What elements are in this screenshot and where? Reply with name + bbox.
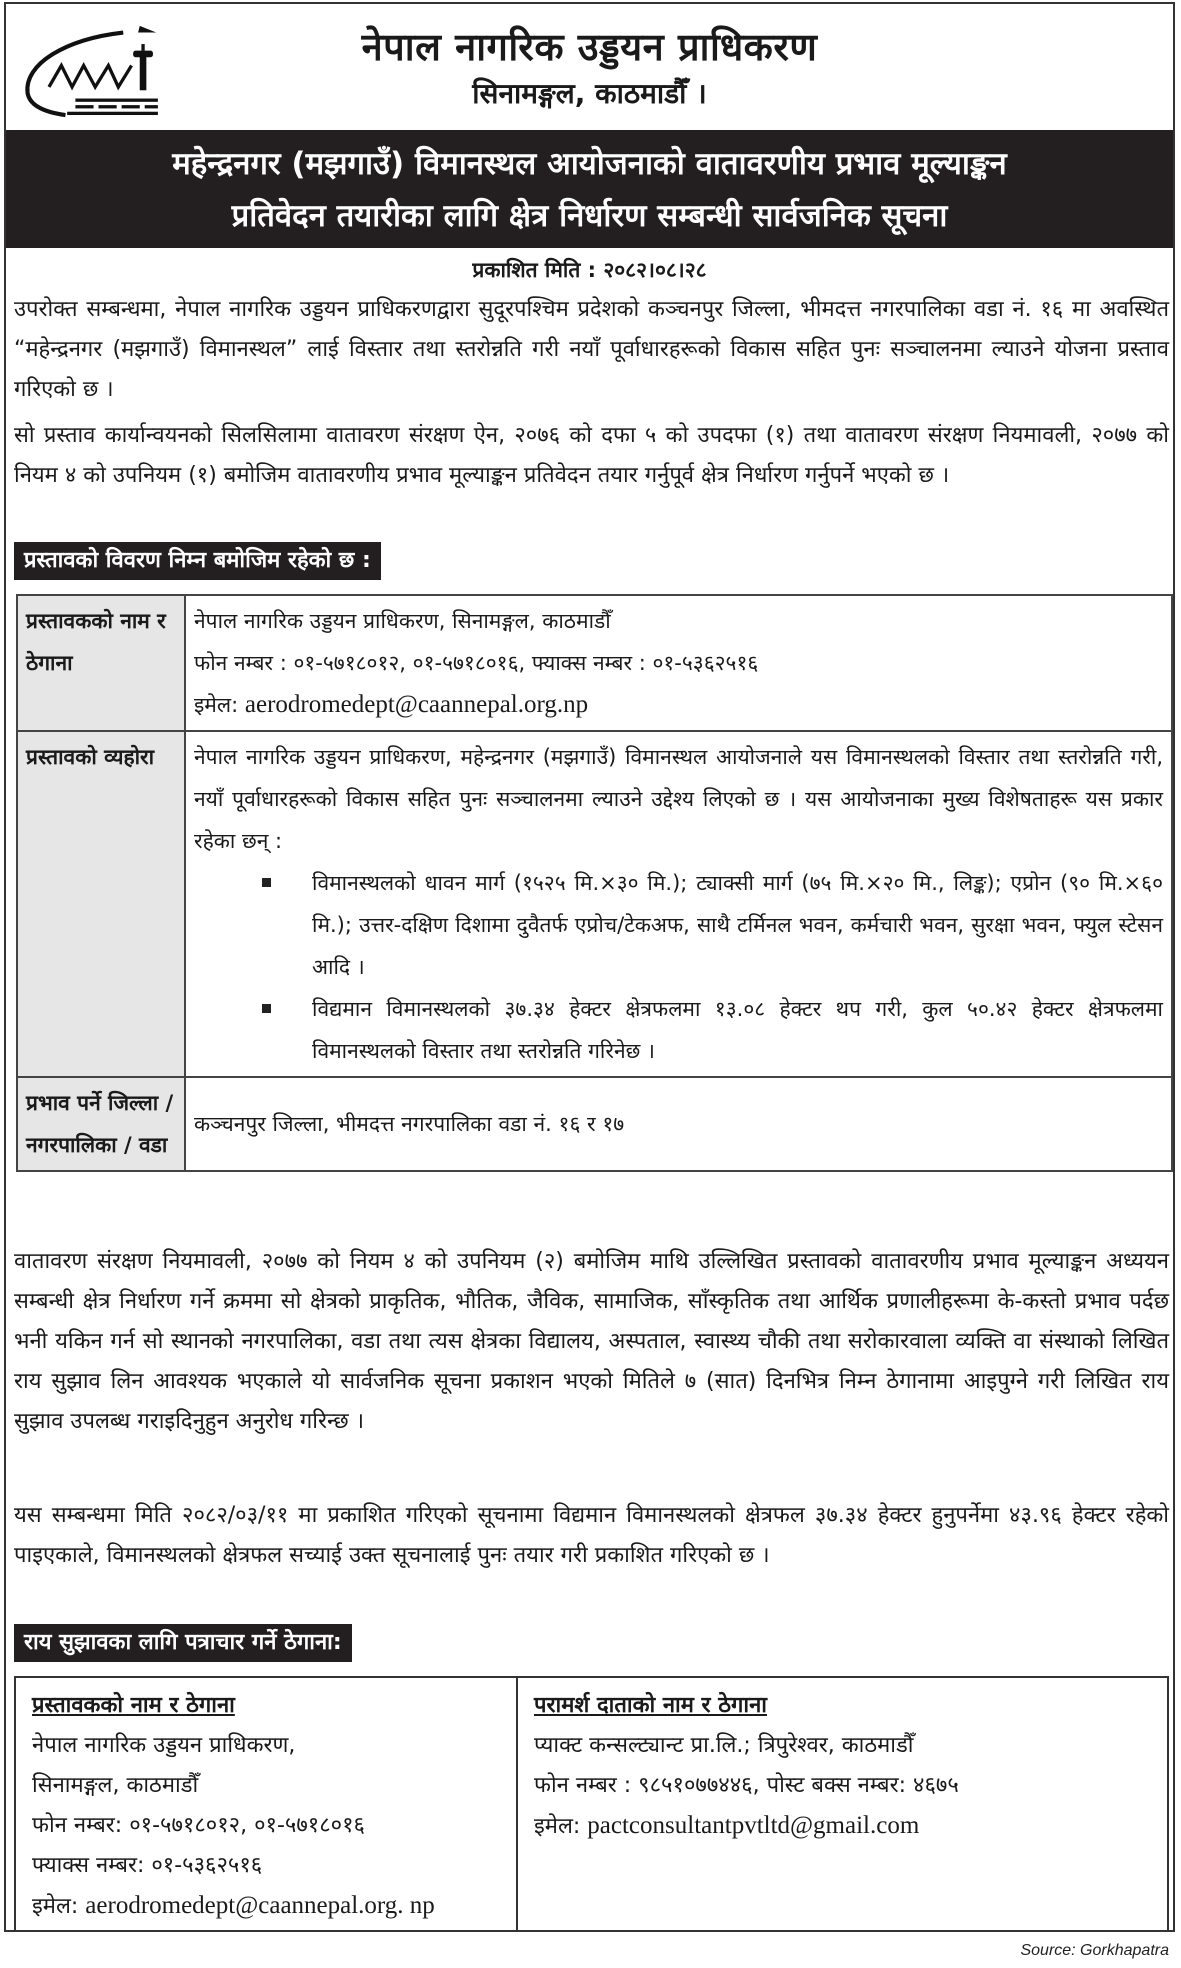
intro-paragraph: उपरोक्त सम्बन्धमा, नेपाल नागरिक उड्डयन प्राधिकरणद्वारा सुदूरपश्चिम प्रदेशको कञ्चनपुर जिल्ला, भीमदत्त नगरपालिका वडा नं. १६ मा अवस्थित “महेन्द्रनगर (मझगाउँ) विमानस्थल” लाई विस्तार तथा स्तरोन्नति गरी नयाँ पूर्वाधारहरूको विकास सहित पुनः सञ्चालनमा ल्याउने योजना प्रस्ताव गरिएको छ । (14, 297, 1169, 402)
published-date: प्रकाशित मिति : २०८२।०८।२८ (472, 258, 707, 282)
proponent-email-link[interactable]: aerodromedept@caannepal.org.np (244, 691, 589, 718)
org-address: सिनामङ्गल, काठमाडौँ । (472, 77, 707, 110)
email-label: इमेल: (32, 1894, 79, 1919)
notice-title-line-1: महेन्द्रनगर (मझगाउँ) विमानस्थल आयोजनाको वातावरणीय प्रभाव मूल्याङ्कन (172, 146, 1007, 182)
correction-paragraph: यस सम्बन्धमा मिति २०८२/०३/११ मा प्रकाशित गरिएको सूचनामा विद्यमान विमानस्थलको क्षेत्रफल ३७.३४ हेक्टर हुनुपर्नेमा ४३.९६ हेक्टर रहेको पाइएकाले, विमानस्थलको क्षेत्रफल सच्याई उक्त सूचनालाई पुनः तयार गरी प्रकाशित गरिएको छ । (14, 1503, 1169, 1568)
features-list (194, 862, 1163, 1072)
email-label: इमेल: (194, 693, 239, 717)
consultant-contact-phone: फोन नम्बर : ९८५१०७७४४६, पोस्ट बक्स नम्बर: ४६७५ (534, 1773, 959, 1798)
request-paragraph: वातावरण संरक्षण नियमावली, २०७७ को नियम ४ को उपनियम (२) बमोजिम माथि उल्लिखित प्रस्तावको वातावरणीय प्रभाव मूल्याङ्कन अध्ययन सम्बन्धी क्षेत्र निर्धारण गर्ने क्रममा सो क्षेत्रको प्राकृतिक, भौतिक, जैविक, सामाजिक, साँस्कृतिक तथा आर्थिक प्रणालीहरूमा के-कस्तो प्रभाव पर्दछ भनी यकिन गर्न सो स्थानको नगरपालिका, वडा तथा त्यस क्षेत्रका विद्यालय, अस्पताल, स्वास्थ्य चौकी तथा सरोकारवाला व्यक्ति वा संस्थाको लिखित राय सुझाव लिन आवश्यक भएकाले यो सार्वजनिक सूचना प्रकाशन भएको मितिले ७ (सात) दिनभित्र निम्न ठेगानामा आइपुग्ने गरी लिखित राय सुझाव उपलब्ध गराइदिनुहुन अनुरोध गरिन्छ । (14, 1249, 1169, 1434)
details-section-label: प्रस्तावको विवरण निम्न बमोजिम रहेको छ : (14, 542, 381, 580)
list-item: विमानस्थलको धावन मार्ग (१५२५ मि.×३० मि.); ट्याक्सी मार्ग (७५ मि.×२० मि., लिङ्क); एप्रोन (९० मि.×६० मि.); उत्तर-दक्षिण दिशामा दुवैतर्फ एप्रोच/टेकअफ, साथै टर्मिनल भवन, कर्मचारी भवन, सुरक्षा भवन, फ्युल स्टेसन आदि । (312, 862, 1163, 988)
proponent-contact-line1: नेपाल नागरिक उड्डयन प्राधिकरण, (32, 1733, 296, 1758)
list-item: विद्यमान विमानस्थलको ३७.३४ हेक्टर क्षेत्रफलमा १३.०८ हेक्टर थप गरी, कुल ५०.४२ हेक्टर क्षेत्रफलमा विमानस्थलको विस्तार तथा स्तरोन्नति गरिनेछ । (312, 988, 1163, 1072)
email-label: इमेल: (534, 1814, 581, 1839)
org-name: नेपाल नागरिक उड्डयन प्राधिकरण (361, 25, 818, 69)
legal-basis-paragraph: सो प्रस्ताव कार्यान्वयनको सिलसिलामा वातावरण संरक्षण ऐन, २०७६ को दफा ५ को उपदफा (१) तथा वातावरण संरक्षण नियमावली, २०७७ को नियम ४ को उपनियम (१) बमोजिम वातावरणीय प्रभाव मूल्याङ्कन प्रतिवेदन तयार गर्नुपूर्व क्षेत्र निर्धारण गर्नुपर्ने भएको छ । (14, 423, 1169, 488)
proponent-name-address: नेपाल नागरिक उड्डयन प्राधिकरण, सिनामङ्गल, काठमाडौँ (194, 609, 611, 633)
correspondence-section-label: राय सुझावका लागि पत्राचार गर्ने ठेगाना: (14, 1624, 352, 1662)
notice-title-band (6, 130, 1173, 248)
consultant-contact-heading: परामर्श दाताको नाम र ठेगाना (534, 1693, 767, 1718)
consultant-email-link[interactable]: pactconsultantpvtltd@gmail.com (587, 1812, 920, 1839)
notice-header (6, 4, 1173, 130)
notice-frame (4, 2, 1175, 1932)
proponent-value (185, 595, 1172, 731)
proponent-email-row (194, 684, 1163, 726)
proponent-label: प्रस्तावकको नाम र ठेगाना (17, 595, 185, 731)
proponent-contact-fax: फ्याक्स नम्बर: ०१-५३६२५१६ (32, 1853, 263, 1878)
proposal-label: प्रस्तावको व्यहोरा (17, 731, 185, 1077)
proponent-contact-line2: सिनामङ्गल, काठमाडौँ (32, 1773, 199, 1798)
affected-area-label: प्रभाव पर्ने जिल्ला / नगरपालिका / वडा (17, 1077, 185, 1171)
consultant-contact (518, 1678, 1167, 1930)
proponent-contact-heading: प्रस्तावकको नाम र ठेगाना (32, 1693, 235, 1718)
proponent-contact (16, 1678, 518, 1930)
source-credit: Source: Gorkhapatra (1020, 1942, 1169, 1959)
affected-area-value: कञ्चनपुर जिल्ला, भीमदत्त नगरपालिका वडा नं. १६ र १७ (185, 1077, 1172, 1171)
table-row-affected-area (17, 1077, 1172, 1171)
correspondence-address-box (14, 1676, 1169, 1932)
proponent-contact-email-link[interactable]: aerodromedept@caannepal.org. np (85, 1892, 435, 1919)
proposal-description: नेपाल नागरिक उड्डयन प्राधिकरण, महेन्द्रनगर (मझगाउँ) विमानस्थल आयोजनाले यस विमानस्थलको विस्तार तथा स्तरोन्नति गरी, नयाँ पूर्वाधारहरूको विकास सहित पुनः सञ्चालनमा ल्याउने उद्देश्य लिएको छ । यस आयोजनाका मुख्य विशेषताहरू यस प्रकार रहेका छन् : (194, 745, 1163, 853)
proponent-phone-fax: फोन नम्बर : ०१-५७१८०१२, ०१-५७१८०१६, फ्याक्स नम्बर : ०१-५३६२५१६ (194, 651, 759, 675)
notice-title-line-2: प्रतिवेदन तयारीका लागि क्षेत्र निर्धारण सम्बन्धी सार्वजनिक सूचना (231, 198, 948, 234)
details-table (16, 594, 1173, 1172)
table-row-proposal (17, 731, 1172, 1077)
proposal-value (185, 731, 1172, 1077)
proponent-contact-phone: फोन नम्बर: ०१-५७१८०१२, ०१-५७१८०१६ (32, 1813, 365, 1838)
table-row-proponent (17, 595, 1172, 731)
consultant-contact-email-row (534, 1806, 1151, 1847)
consultant-contact-line1: प्याक्ट कन्सल्ट्यान्ट प्रा.लि.; त्रिपुरेश्वर, काठमाडौँ (534, 1733, 914, 1758)
proponent-contact-email-row (32, 1886, 500, 1927)
